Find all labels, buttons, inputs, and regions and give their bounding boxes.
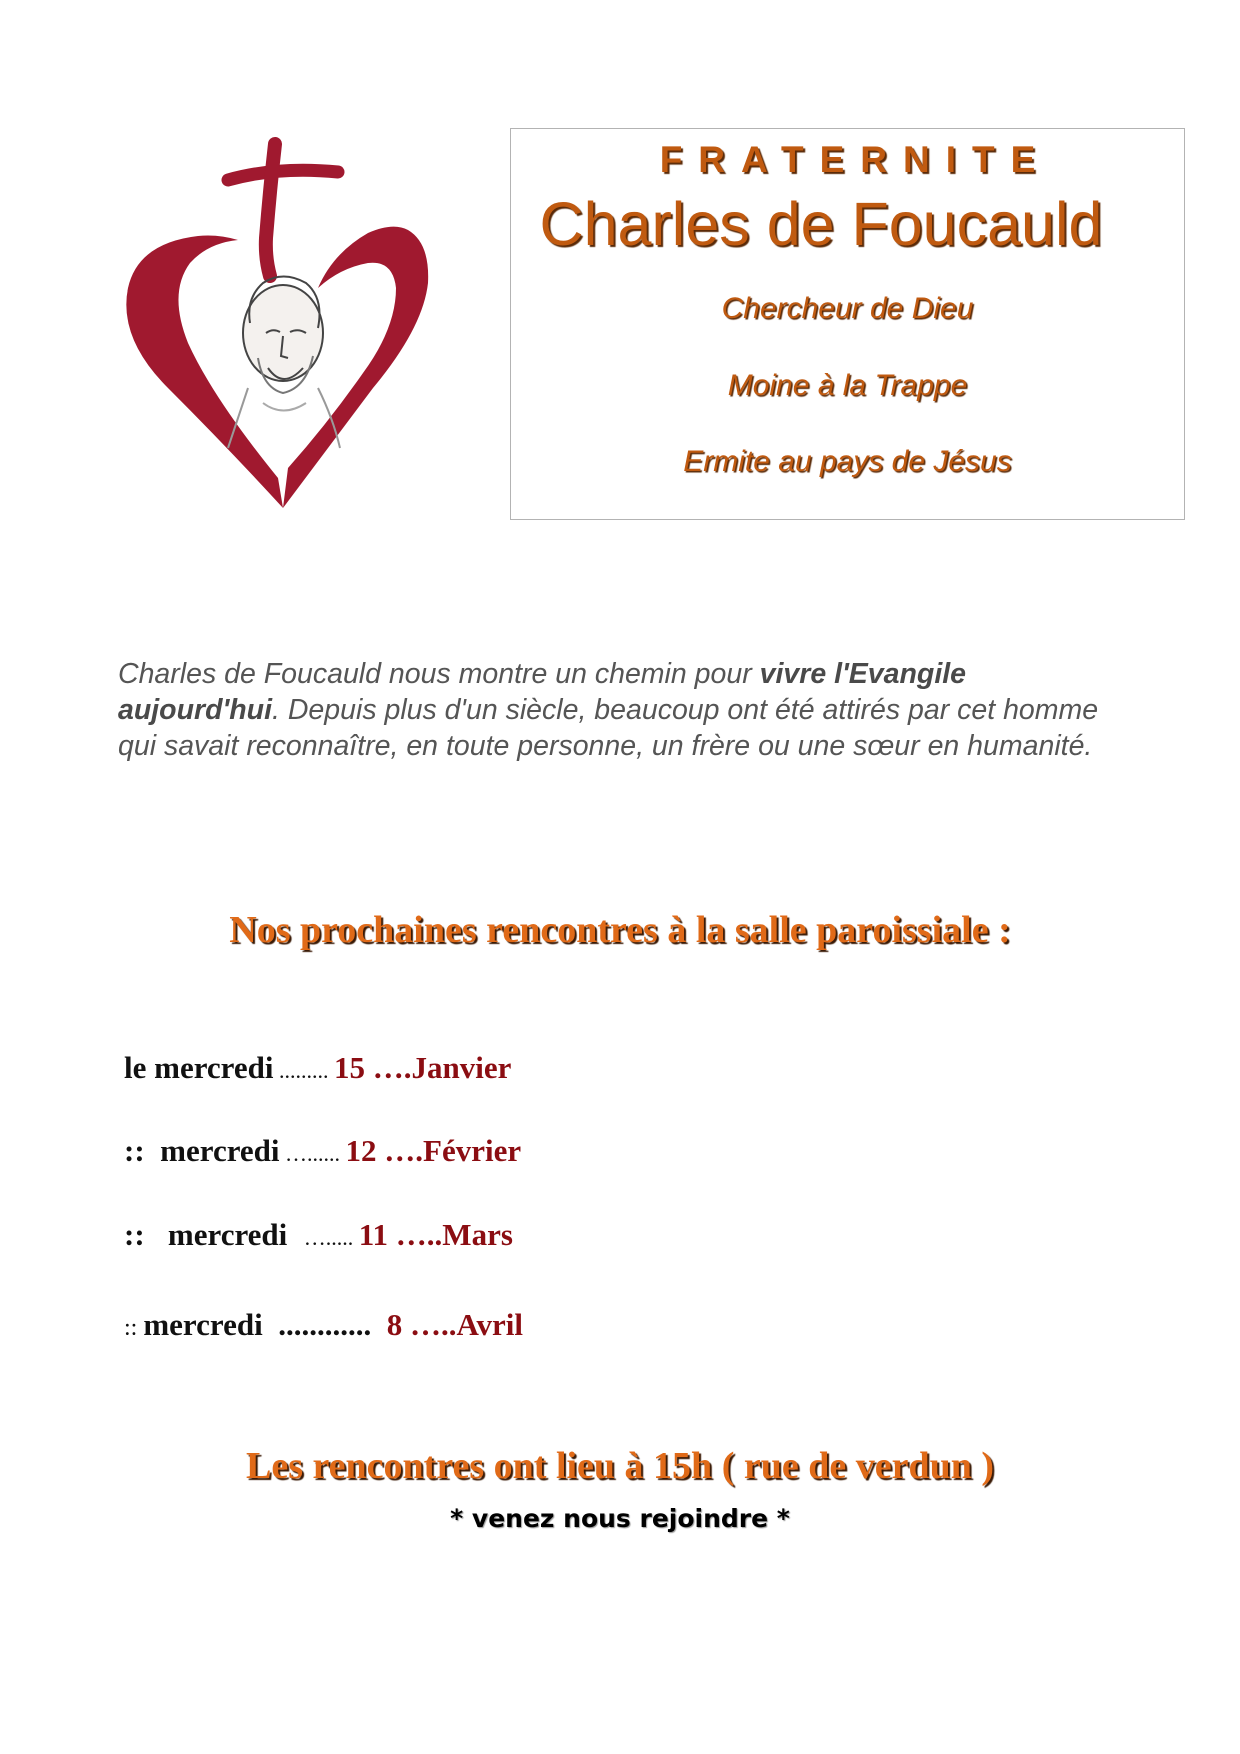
meetings-heading: Nos prochaines rencontres à la salle paroissiale : xyxy=(229,909,1011,951)
meeting-date: 8 …..Avril xyxy=(378,1307,524,1342)
meeting-date: 15 ….Janvier xyxy=(333,1050,512,1085)
meeting-weekday: mercredi xyxy=(160,1133,280,1168)
intro-text-1: Charles de Foucauld nous montre un chemin pour xyxy=(118,658,760,690)
subtitle-line-1: Chercheur de Dieu xyxy=(721,292,974,325)
intro-text-2: . Depuis plus d'un siècle, beaucoup ont été attirés par cet homme qui savait reconnaître, en toute personne, un frère ou une sœur en humanité. xyxy=(118,694,1099,762)
subtitle-line-2: Moine à la Trappe xyxy=(727,369,968,402)
meeting-dots: …..... xyxy=(287,1225,359,1250)
intro-paragraph xyxy=(118,656,1128,764)
meeting-weekday: mercredi xyxy=(154,1050,274,1085)
meeting-dots: ......... xyxy=(273,1058,334,1083)
meeting-row xyxy=(124,1307,523,1343)
main-title: Charles de Foucauld xyxy=(539,190,1103,258)
meeting-weekday: mercredi xyxy=(143,1307,263,1342)
subtitle-line-3: Ermite au pays de Jésus xyxy=(683,445,1012,478)
meeting-dots: …...... xyxy=(279,1141,346,1166)
meeting-prefix: :: xyxy=(124,1315,144,1341)
meeting-row xyxy=(124,1050,511,1086)
intro-bold: vivre l'Evangile aujourd'hui xyxy=(118,658,967,726)
meeting-prefix: le xyxy=(124,1050,155,1085)
heart-cross-portrait-icon xyxy=(78,118,478,530)
meeting-row xyxy=(124,1133,521,1169)
meeting-date: 12 ….Février xyxy=(345,1133,522,1168)
meeting-row xyxy=(124,1217,513,1253)
location-heading: Les rencontres ont lieu à 15h ( rue de verdun ) xyxy=(245,1445,994,1487)
meeting-weekday: mercredi xyxy=(167,1217,288,1252)
meeting-dots: ............ xyxy=(262,1307,379,1342)
meeting-date: 11 …..Mars xyxy=(358,1217,513,1252)
title-box xyxy=(510,128,1185,520)
logo xyxy=(78,118,478,530)
fraternite-label: FRATERNITE xyxy=(659,139,1052,180)
meeting-prefix: :: xyxy=(124,1217,168,1252)
join-invitation: * venez nous rejoindre * xyxy=(450,1504,790,1533)
meeting-prefix: :: xyxy=(124,1133,161,1168)
